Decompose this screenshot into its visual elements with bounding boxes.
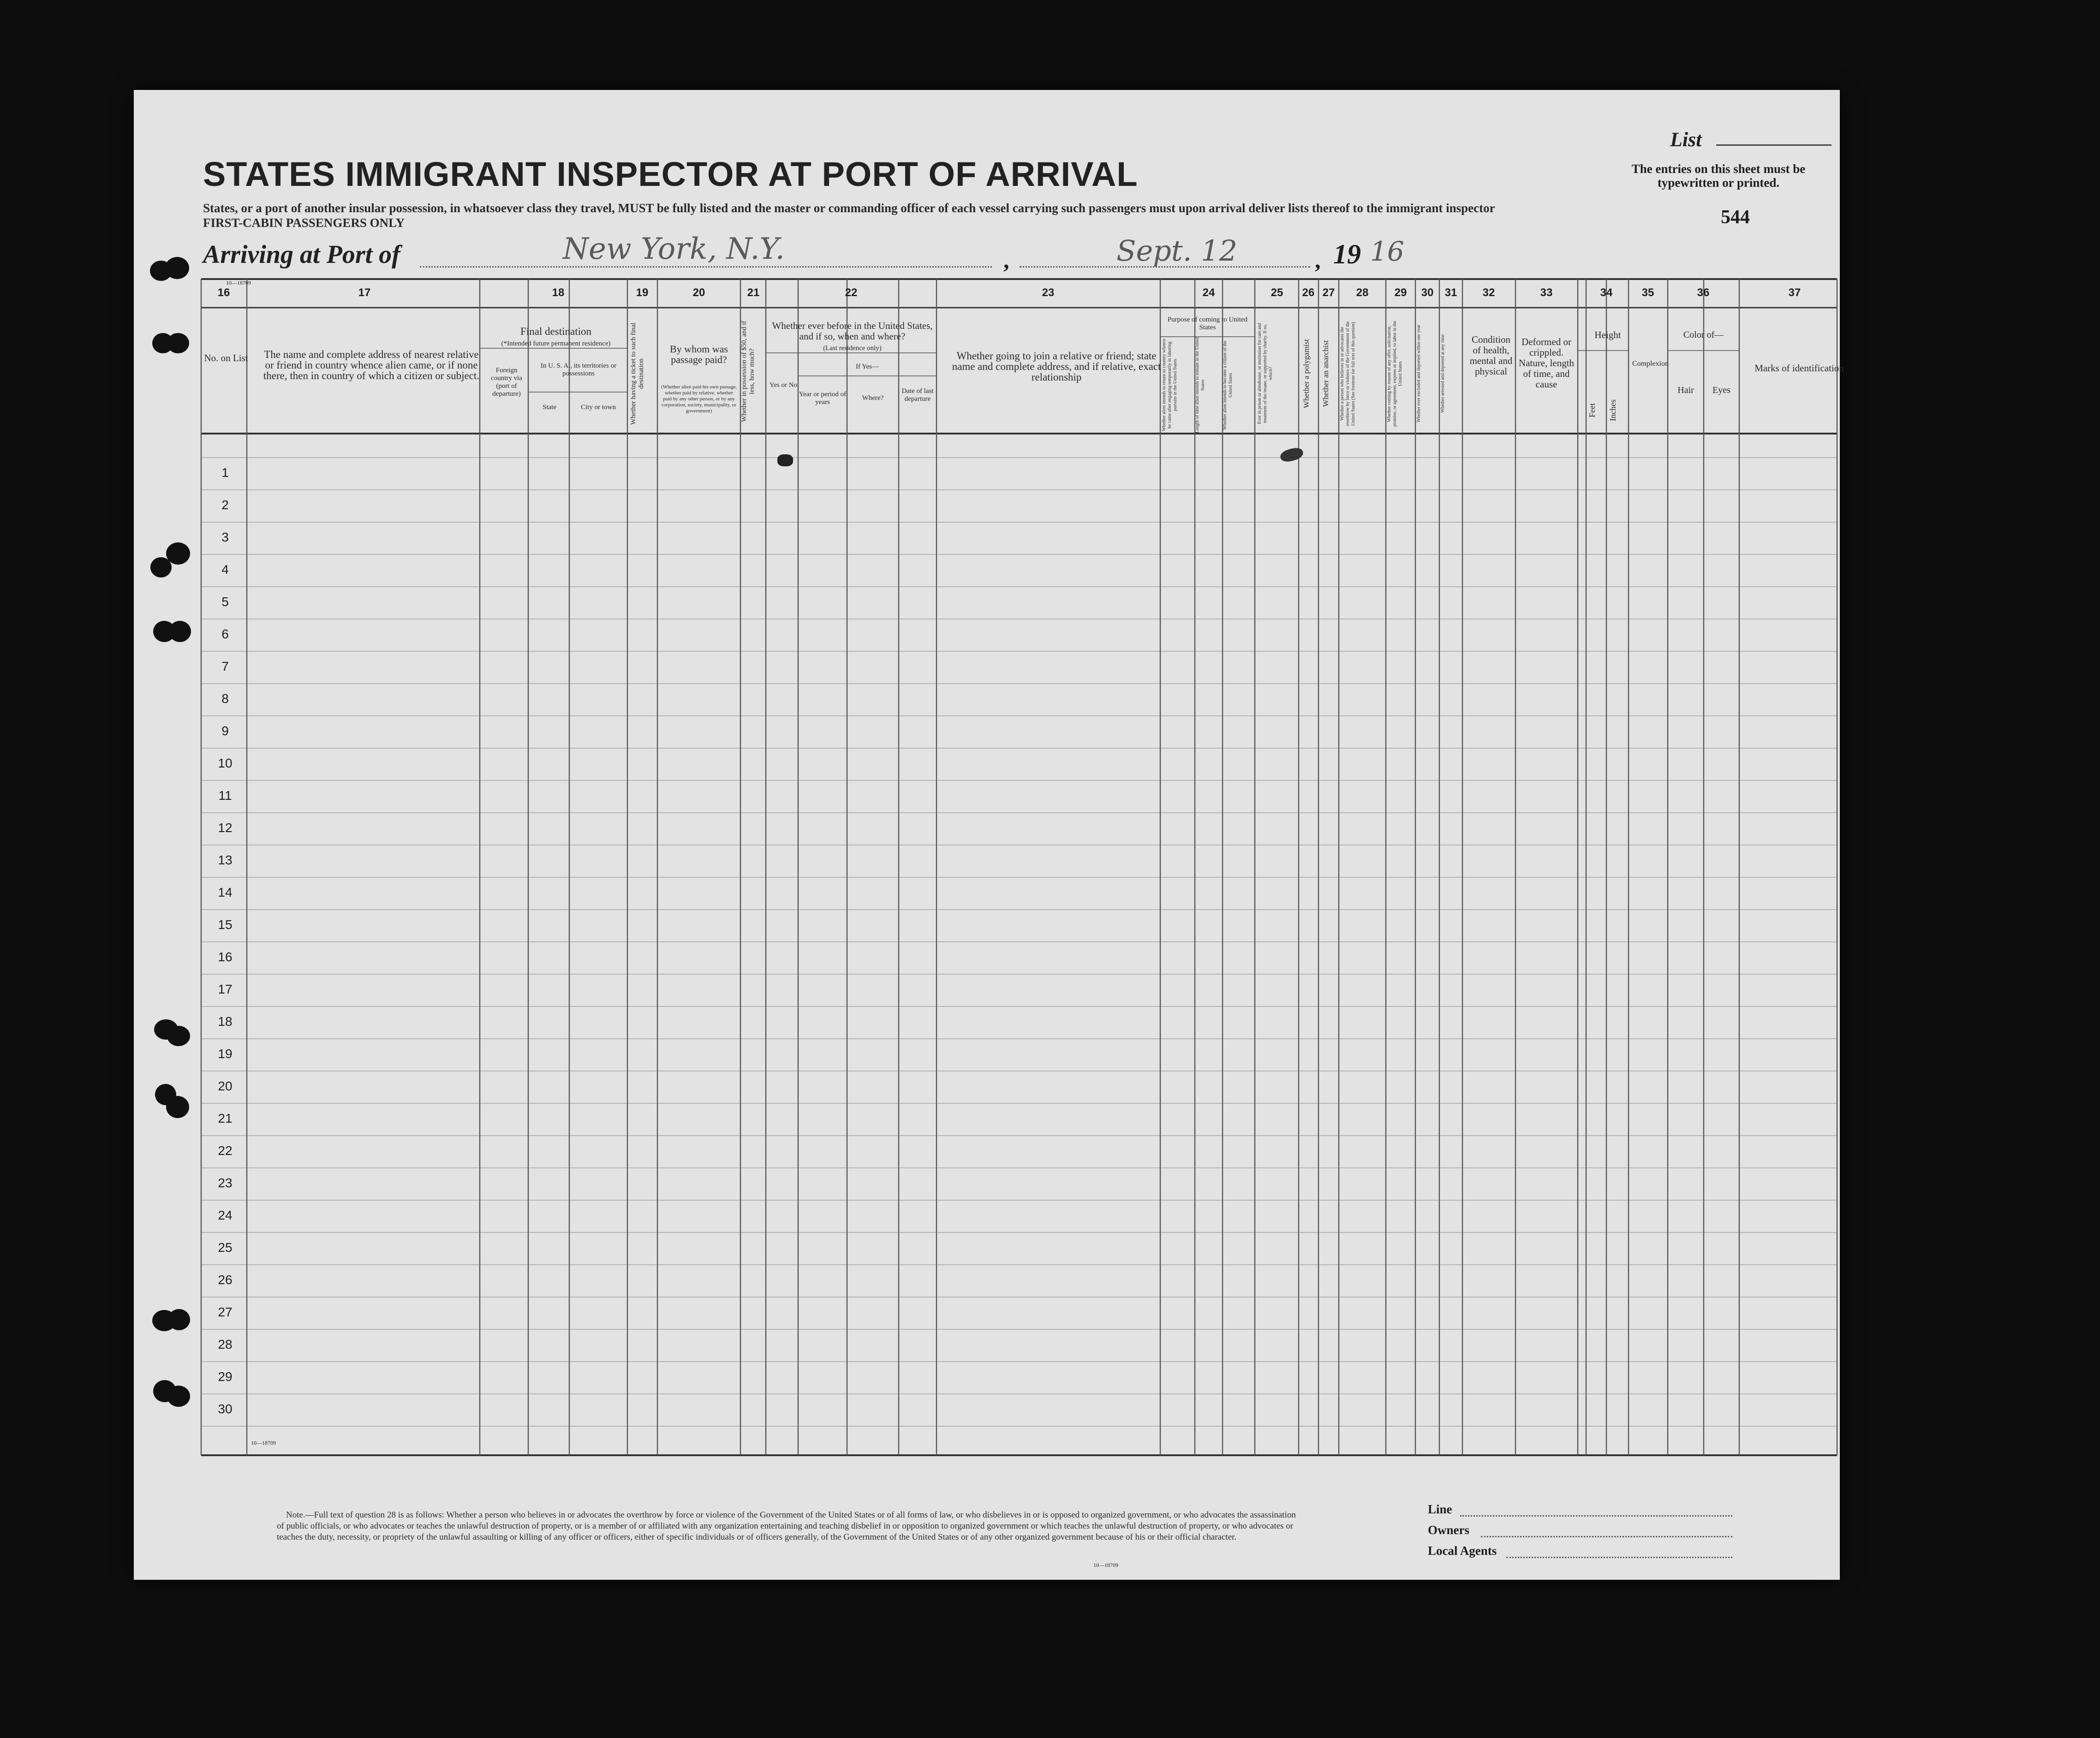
row-number: 6 xyxy=(221,627,229,641)
column-number: 22 xyxy=(845,286,858,299)
row-number: 30 xyxy=(218,1402,233,1416)
header-purpose-sub-2: Length of time alien intends to remain in the United States xyxy=(1195,337,1205,434)
punch-hole xyxy=(167,333,189,353)
column-number: 35 xyxy=(1641,286,1654,299)
entries-note: The entries on this sheet must be typewritten or printed. xyxy=(1631,162,1806,190)
row-number: 14 xyxy=(218,885,233,899)
sheet-number: 544 xyxy=(1721,207,1750,228)
column-number: 36 xyxy=(1697,286,1710,299)
row-number: 16 xyxy=(218,950,233,964)
owners-field[interactable] xyxy=(1481,1536,1732,1537)
column-number: 33 xyxy=(1540,286,1553,299)
header-join-relative: Whether going to join a relative or friend; state name and complete address, and if relative, exact relationship xyxy=(952,350,1161,383)
header-final-destination: Final destination xyxy=(520,326,591,337)
arriving-label: Arriving at Port of xyxy=(203,240,400,269)
comma: , xyxy=(1003,247,1009,273)
row-number: 5 xyxy=(221,595,229,609)
punch-hole xyxy=(167,1026,190,1046)
punch-hole xyxy=(168,1309,190,1330)
header-in-usa: In U. S. A., its territories or possessions xyxy=(540,362,617,377)
header-feet: Feet xyxy=(1587,403,1597,418)
table-grid xyxy=(134,90,1840,1580)
header-last-residence: (Last residence only) xyxy=(823,345,882,352)
header-inches: Inches xyxy=(1608,399,1617,422)
header-no-on-list: No. on List xyxy=(204,352,248,363)
column-number: 17 xyxy=(358,286,371,299)
row-number: 11 xyxy=(218,788,232,803)
column-number: 23 xyxy=(1042,286,1055,299)
row-number: 13 xyxy=(218,853,233,867)
column-number: 24 xyxy=(1202,286,1215,299)
row-number: 18 xyxy=(218,1014,233,1029)
row-number: 26 xyxy=(218,1273,233,1287)
row-number: 2 xyxy=(221,498,229,512)
row-number: 25 xyxy=(218,1240,233,1255)
column-number: 26 xyxy=(1302,286,1315,299)
row-number: 7 xyxy=(221,659,229,673)
punch-hole xyxy=(166,1096,189,1118)
header-city: City or town xyxy=(581,404,616,411)
header-period: Year or period of years xyxy=(799,391,847,406)
manifest-sheet xyxy=(134,90,1844,1580)
row-number: 1 xyxy=(221,465,229,480)
column-number: 29 xyxy=(1394,286,1407,299)
list-label: List xyxy=(1670,128,1702,151)
punch-hole xyxy=(167,1386,190,1407)
header-complexion: Complexion xyxy=(1632,360,1669,368)
header-deformed: Deformed or crippled. Nature, length of time, and cause xyxy=(1518,336,1575,390)
column-number: 25 xyxy=(1271,286,1283,299)
column-number: 34 xyxy=(1600,286,1613,299)
header-health: Condition of health, mental and physical xyxy=(1469,334,1513,377)
header-purpose-sub-1: Whether alien intends to return to country whence he came after engaging temporarily in laboring pursuits in the United States xyxy=(1162,339,1178,432)
column-number: 20 xyxy=(692,286,705,299)
header-purpose: Purpose of coming to United States xyxy=(1167,316,1248,331)
header-anarchist: Whether an anarchist xyxy=(1321,340,1330,407)
ink-blot xyxy=(777,454,793,466)
row-number: 15 xyxy=(218,917,233,932)
row-number: 23 xyxy=(218,1176,233,1190)
form-number-top: 10—18709 xyxy=(226,280,251,286)
header-before-in-us: Whether ever before in the United States, and if so, when and where? xyxy=(772,320,933,342)
instructions-line-1: States, or a port of another insular possession, in whatsoever class they travel, MUST be fully listed and the master or commanding officer of each vessel carrying such passengers must upon arrival deliver lists thereof to the immigrant inspector xyxy=(203,201,1495,215)
owners-label: Owners xyxy=(1428,1523,1469,1537)
header-eyes: Eyes xyxy=(1712,385,1730,395)
row-number: 10 xyxy=(218,756,233,770)
column-number: 37 xyxy=(1788,286,1801,299)
header-color-of: Color of— xyxy=(1683,330,1724,340)
column-number: 30 xyxy=(1421,286,1434,299)
row-number: 29 xyxy=(218,1369,233,1384)
row-number: 12 xyxy=(218,821,233,835)
header-yes-no: Yes or No xyxy=(769,381,798,389)
row-number: 24 xyxy=(218,1208,233,1222)
header-state: State xyxy=(543,404,556,411)
row-number: 27 xyxy=(218,1305,233,1319)
date-value: Sept. 12 xyxy=(1116,234,1238,268)
punch-hole xyxy=(165,257,189,279)
instructions-line-2: FIRST-CABIN PASSENGERS ONLY xyxy=(203,216,405,230)
local-agents-field[interactable] xyxy=(1506,1557,1732,1558)
row-number: 17 xyxy=(218,982,233,996)
header-overthrow: Whether a person who believes in or advocates the overthrow by force or violence of the Government of the United States (See footnote for full text of this question) xyxy=(1340,321,1356,426)
row-number: 4 xyxy=(221,562,229,577)
header-ticket: Whether having a ticket to such final destination xyxy=(630,322,645,425)
punch-hole xyxy=(169,621,191,642)
header-passage-paid-note: (Whether alien paid his own passage, whether paid by relative, whether paid by any other person, or by any corporation, society, municipality, or government) xyxy=(661,384,737,414)
header-passage-paid: By whom was passage paid? xyxy=(670,343,728,365)
header-where: Where? xyxy=(862,394,884,402)
header-hair: Hair xyxy=(1677,385,1694,395)
punch-hole xyxy=(150,557,172,577)
header-purpose-sub-3: Whether alien intends to become a citizen of the United States xyxy=(1223,340,1233,430)
header-final-destination-note: (*Intended future permanent residence) xyxy=(501,340,611,347)
header-excluded-deported: Whether ever excluded and deported within one year xyxy=(1416,325,1421,423)
comma-2: , xyxy=(1315,247,1321,273)
column-number: 18 xyxy=(552,286,565,299)
header-prison-almshouse: Ever in prison or almshouse, or institution for care and treatment of the insane, or supported by charity. If so, which? xyxy=(1257,323,1273,424)
row-number: 21 xyxy=(218,1111,233,1125)
page-title: STATES IMMIGRANT INSPECTOR AT PORT OF ARRIVAL xyxy=(203,155,1138,193)
header-date-departure: Date of last departure xyxy=(901,387,934,403)
column-number: 21 xyxy=(747,286,760,299)
header-polygamist: Whether a polygamist xyxy=(1302,339,1311,409)
row-number: 8 xyxy=(221,691,229,706)
row-number: 9 xyxy=(221,724,229,738)
column-number: 27 xyxy=(1322,286,1335,299)
year-prefix: 19 xyxy=(1333,239,1361,269)
row-number: 3 xyxy=(221,530,229,544)
footnote-question-28: Note.—Full text of question 28 is as follows: Whether a person who believes in or advocates the overthrow by force or violence of the Government of the United States or of all forms of law, or who disbelieves in or is opposed to organized government, or who advocates the assassination of public officials, or who advocates or teaches the unlawful destruction of property, or is a member of or affiliated with any organization entertaining and teaching disbelief in or opposition to organized government or which teaches the unlawful destruction of property, or who advocates or teaches the duty, necessity, or propriety of the unlawful assaulting or killing of any officer or officers, either of specific individuals or of officers generally, of the Government of the United States or of any other organized government because of his or their official character. xyxy=(277,1510,1296,1542)
header-height: Height xyxy=(1594,329,1621,340)
row-number: 22 xyxy=(218,1143,233,1158)
header-fifty-dollars: Whether in possession of $50, and if less, how much? xyxy=(740,321,756,422)
header-relative-address: The name and complete address of nearest relative or friend in country whence alien came, or if none there, then in country of which a citizen or subject. xyxy=(263,349,480,381)
row-number: 19 xyxy=(218,1047,233,1061)
footnote-form-number: 10—18709 xyxy=(1093,1562,1118,1568)
header-arrested-deported: Whether arrested and deported at any time xyxy=(1440,334,1445,413)
column-number: 31 xyxy=(1444,286,1457,299)
column-number: 28 xyxy=(1356,286,1369,299)
row-number: 20 xyxy=(218,1079,233,1093)
port-value: New York, N.Y. xyxy=(563,232,785,266)
header-labor-offer: Whether coming by reason of any offer, solicitation, promise, or agreement, express or implied, to labor in the United States xyxy=(1387,321,1403,427)
year-value: 16 xyxy=(1370,236,1404,267)
local-agents-label: Local Agents xyxy=(1428,1544,1497,1558)
column-number: 32 xyxy=(1482,286,1495,299)
form-number-bottom: 10—18709 xyxy=(251,1440,276,1446)
header-identification-marks: Marks of identification xyxy=(1754,363,1844,374)
header-if-yes: If Yes— xyxy=(855,363,879,370)
line-field[interactable] xyxy=(1460,1515,1732,1517)
column-number: 19 xyxy=(636,286,649,299)
line-label: Line xyxy=(1428,1502,1452,1516)
row-number: 28 xyxy=(218,1337,233,1351)
column-number: 16 xyxy=(217,286,230,299)
header-foreign-country: Foreign country via (port of departure) xyxy=(491,367,522,398)
